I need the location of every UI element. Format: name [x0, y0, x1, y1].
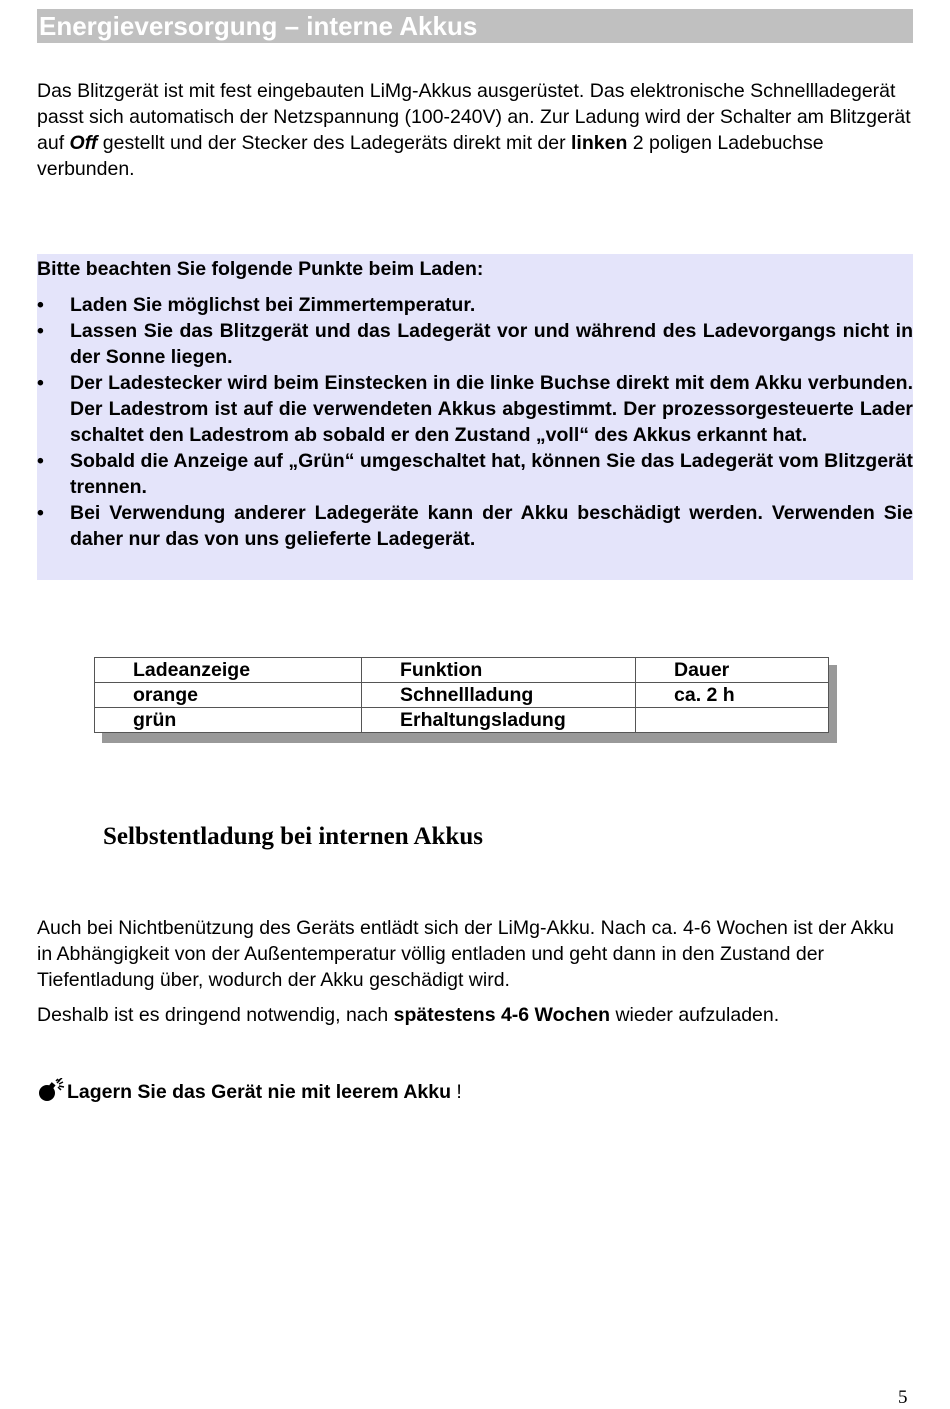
warning-text: Lagern Sie das Gerät nie mit leerem Akku — [67, 1081, 452, 1103]
table-cell — [636, 708, 829, 733]
table-cell: grün — [95, 708, 362, 733]
storage-warning — [37, 1078, 462, 1105]
bullet-icon: • — [37, 450, 44, 472]
section-heading: Selbstentladung bei internen Akkus — [103, 823, 483, 850]
notice-list — [37, 292, 913, 552]
notice-heading: Bitte beachten Sie folgende Punkte beim Laden: — [37, 258, 484, 280]
recharge-paragraph — [37, 1002, 913, 1028]
page-title: Energieversorgung – interne Akkus — [37, 9, 913, 43]
warning-end: ! — [451, 1081, 462, 1103]
list-item — [37, 370, 913, 448]
table-header-row — [95, 658, 829, 683]
list-item — [37, 292, 913, 318]
table-header-cell: Funktion — [362, 658, 636, 683]
intro-text-3: 2 poligen Ladebuchse verbunden. — [37, 132, 824, 180]
intro-text-2: gestellt und der Stecker des Ladegeräts direkt mit der — [97, 132, 572, 154]
bullet-icon: • — [37, 372, 44, 394]
list-item — [37, 318, 913, 370]
list-item-text: Lassen Sie das Blitzgerät und das Ladegerät vor und während des Ladevorgangs nicht in der Sonne liegen. — [70, 320, 913, 368]
table-row — [95, 708, 829, 733]
recharge-text-1: Deshalb ist es dringend notwendig, nach — [37, 1004, 394, 1026]
table-cell: Schnellladung — [362, 683, 636, 708]
list-item — [37, 500, 913, 552]
charge-indicator-table — [94, 657, 829, 733]
recharge-text-2: wieder aufzuladen. — [610, 1004, 780, 1026]
table-header-cell: Ladeanzeige — [95, 658, 362, 683]
bullet-icon: • — [37, 294, 44, 316]
charging-notice-box — [37, 254, 913, 580]
off-label: Off — [69, 132, 98, 154]
recharge-interval: spätestens 4-6 Wochen — [393, 1004, 611, 1026]
self-discharge-paragraph: Auch bei Nichtbenützung des Geräts entlädt sich der LiMg-Akku. Nach ca. 4-6 Wochen ist der Akku in Abhängigkeit von der Außentemperatur völlig entladen und geht dann in den Zustand der Tiefentladung über, wodurch der Akku geschädigt wird. — [37, 917, 895, 991]
bullet-icon: • — [37, 320, 44, 342]
intro-paragraph — [37, 78, 913, 182]
linken-label: linken — [571, 132, 628, 154]
table-cell: ca. 2 h — [636, 683, 829, 708]
page-number: 5 — [898, 1387, 908, 1408]
bullet-icon: • — [37, 502, 44, 524]
list-item-text: Laden Sie möglichst bei Zimmertemperatur. — [70, 294, 476, 316]
list-item-text: Bei Verwendung anderer Ladegeräte kann der Akku beschädigt werden. Verwenden Sie daher nur das von uns gelieferte Ladegerät. — [70, 502, 913, 550]
bomb-icon — [37, 1078, 67, 1102]
table-cell: orange — [95, 683, 362, 708]
list-item-text: Sobald die Anzeige auf „Grün“ umgeschaltet hat, können Sie das Ladegerät vom Blitzgerät trennen. — [70, 450, 913, 498]
intro-text-1: Das Blitzgerät ist mit fest eingebauten LiMg-Akkus ausgerüstet. Das elektronische Schnellladegerät passt sich automatisch der Netzspannung (100-240V) an. Zur Ladung wird der Schalter am Blitzgerät auf — [37, 80, 911, 154]
table-header-cell: Dauer — [636, 658, 829, 683]
list-item — [37, 448, 913, 500]
table-row — [95, 683, 829, 708]
table-cell: Erhaltungsladung — [362, 708, 636, 733]
list-item-text: Der Ladestecker wird beim Einstecken in die linke Buchse direkt mit dem Akku verbunden. Der Ladestrom ist auf die verwendeten Akkus abgestimmt. Der prozessorgesteuerte Lader schaltet den Ladestrom ab sobald er den Zustand „voll“ des Akkus erkannt hat. — [70, 372, 913, 446]
